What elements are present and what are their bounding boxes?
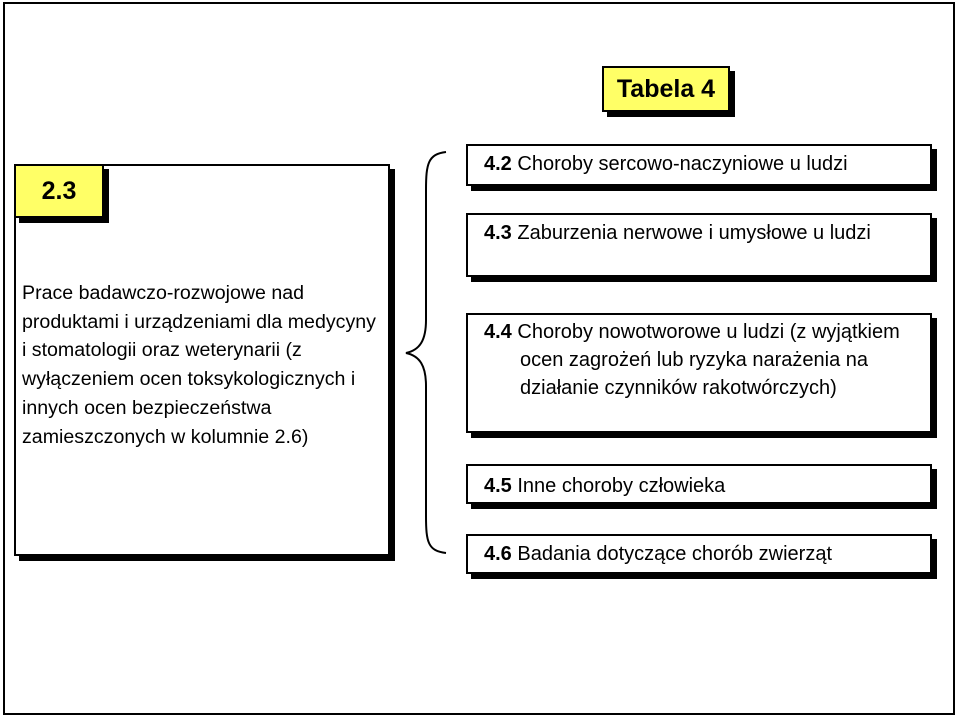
- item-number: 4.2: [484, 153, 512, 175]
- item-number: 4.4: [484, 321, 512, 343]
- item-4-6: [466, 534, 932, 574]
- item-text: Inne choroby człowieka: [517, 475, 726, 497]
- item-number: 4.5: [484, 475, 512, 497]
- item-text: Choroby sercowo-naczyniowe u ludzi: [517, 153, 848, 175]
- item-text: Choroby nowotworowe u ludzi (z wyjątkiem ocen zagrożeń lub ryzyka narażenia na działanie czynników rakotwórczych): [517, 321, 900, 399]
- item-text: Zaburzenia nerwowe i umysłowe u ludzi: [517, 222, 871, 244]
- section-description: Prace badawczo-rozwojowe nad produktami i urządzeniami dla medycyny i stomatologii oraz weterynarii (z wyłączeniem ocen toksykologicznych i innych ocen bezpieczeństwa zamieszczonych w kolumnie 2.6): [22, 282, 376, 448]
- tabela-label: Tabela 4: [602, 66, 730, 112]
- item-text: Badania dotyczące chorób zwierząt: [517, 543, 832, 565]
- item-number: 4.6: [484, 543, 512, 565]
- item-4-3: [466, 213, 932, 277]
- item-4-5: [466, 464, 932, 504]
- item-4-4: [466, 313, 932, 433]
- item-number: 4.3: [484, 222, 512, 244]
- curly-brace: [398, 150, 458, 555]
- item-4-2: [466, 144, 932, 186]
- section-number: 2.3: [14, 164, 104, 218]
